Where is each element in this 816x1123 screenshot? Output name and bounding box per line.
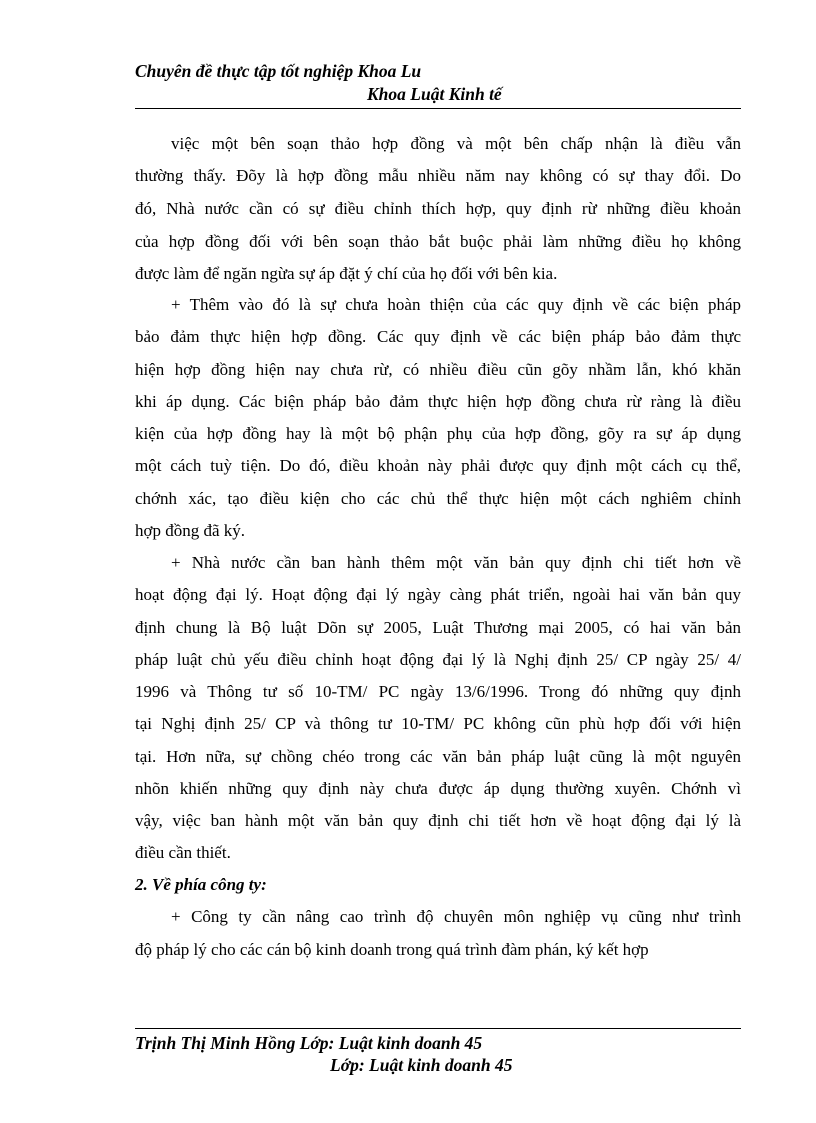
paragraph-line: 1996 và Thông tư số 10-TM/ PC ngày 13/6/1996. Trong đó những quy định	[135, 682, 741, 701]
paragraph-line: chớnh xác, tạo điều kiện cho các chủ thể thực hiện một cách nghiêm chỉnh	[135, 489, 741, 508]
paragraph-line: đó, Nhà nước cần có sự điều chỉnh thích hợp, quy định rừ những điều khoản	[135, 199, 741, 218]
paragraph-line: + Công ty cần nâng cao trình độ chuyên môn nghiệp vụ cũng như trình	[171, 907, 741, 926]
paragraph-line: thường thấy. Đõy là hợp đồng mẫu nhiều năm nay không có sự thay đổi. Do	[135, 166, 741, 185]
paragraph-line: tại Nghị định 25/ CP và thông tư 10-TM/ PC không cũn phù hợp đối với hiện	[135, 714, 741, 733]
header-title-line2: Khoa Luật Kinh tế	[367, 84, 502, 104]
paragraph-line: hoạt động đại lý. Hoạt động đại lý ngày càng phát triển, ngoài hai văn bản quy	[135, 585, 741, 604]
paragraph-line: hiện hợp đồng hiện nay chưa rừ, có nhiều điều cũn gõy nhầm lẫn, khó khăn	[135, 360, 741, 379]
paragraph-line: độ pháp lý cho các cán bộ kinh doanh trong quá trình đàm phán, ký kết hợp	[135, 940, 649, 959]
paragraph-line: bảo đảm thực hiện hợp đồng. Các quy định về các biện pháp bảo đảm thực	[135, 327, 741, 346]
paragraph-line: định chung là Bộ luật Dõn sự 2005, Luật Thương mại 2005, có hai văn bản	[135, 618, 741, 637]
page-header	[135, 58, 741, 109]
paragraph-line: điều cần thiết.	[135, 843, 231, 862]
paragraph-line: khi áp dụng. Các biện pháp bảo đảm thực hiện hợp đồng chưa rừ ràng là điều	[135, 392, 741, 411]
paragraph-line: kiện của hợp đồng hay là một bộ phận phụ của hợp đồng, gõy ra sự áp dụng	[135, 424, 741, 443]
footer-line2: Lớp: Luật kinh doanh 45	[330, 1055, 513, 1075]
paragraph-line: + Thêm vào đó là sự chưa hoàn thiện của các quy định về các biện pháp	[171, 295, 741, 314]
paragraph-line: nhõn khiến những quy định này chưa được áp dụng thường xuyên. Chớnh vì	[135, 779, 741, 798]
header-title-line1: Chuyên đề thực tập tốt nghiệp Khoa Lu	[135, 61, 422, 81]
paragraph-line: một cách tuỳ tiện. Do đó, điều khoản này phải được quy định một cách cụ thể,	[135, 456, 741, 475]
footer-rule	[135, 1028, 741, 1029]
paragraph-line: việc một bên soạn thảo hợp đồng và một bên chấp nhận là điều vẫn	[171, 134, 741, 153]
paragraph-line: của hợp đồng đối với bên soạn thảo bắt buộc phải làm những điều họ không	[135, 232, 741, 251]
paragraph-line: pháp luật chủ yếu điều chỉnh hoạt động đại lý là Nghị định 25/ CP ngày 25/ 4/	[135, 650, 741, 669]
paragraph-line: được làm để ngăn ngừa sự áp đặt ý chí của họ đối với bên kia.	[135, 264, 558, 283]
paragraph-line: tại. Hơn nữa, sự chồng chéo trong các văn bản pháp luật cũng là một nguyên	[135, 747, 741, 766]
paragraph-line: + Nhà nước cần ban hành thêm một văn bản quy định chi tiết hơn về	[171, 553, 741, 572]
footer-line1: Trịnh Thị Minh Hồng Lớp: Luật kinh doanh 45	[135, 1033, 483, 1053]
paragraph-line: vậy, việc ban hành một văn bản quy định chi tiết hơn về hoạt động đại lý là	[135, 811, 741, 830]
section-heading: 2. Về phía công ty:	[135, 875, 267, 894]
paragraph-line: hợp đồng đã ký.	[135, 521, 246, 540]
